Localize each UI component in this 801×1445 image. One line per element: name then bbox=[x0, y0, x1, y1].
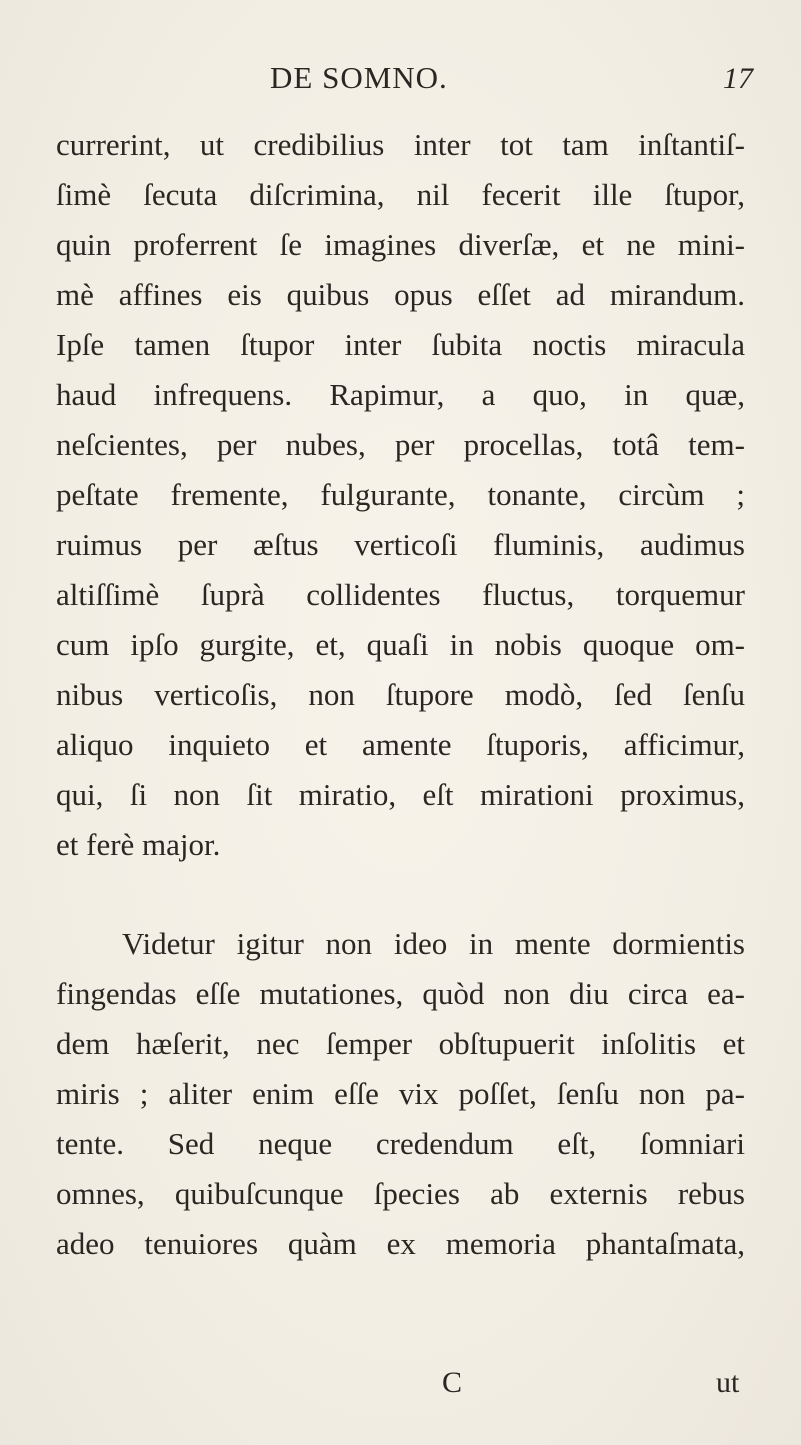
text-line: tente. Sed neque credendum eſt, ſomniari bbox=[56, 1126, 745, 1161]
text-line: miris ; aliter enim eſſe vix poſſet, ſenſu non pa- bbox=[56, 1076, 745, 1111]
text-line: ruimus per æſtus verticoſi fluminis, audimus bbox=[56, 527, 745, 562]
text-line: quin proferrent ſe imagines diverſæ, et ne mini- bbox=[56, 227, 745, 262]
text-line: cum ipſo gurgite, et, quaſi in nobis quoque om- bbox=[56, 627, 745, 662]
running-head: DE SOMNO. bbox=[270, 60, 448, 95]
text-line: Ipſe tamen ſtupor inter ſubita noctis miracula bbox=[56, 327, 745, 362]
text-line: nibus verticoſis, non ſtupore modò, ſed ſenſu bbox=[56, 677, 745, 712]
text-line: haud infrequens. Rapimur, a quo, in quæ, bbox=[56, 377, 745, 412]
signature-mark: C bbox=[442, 1366, 463, 1399]
text-line: peſtate fremente, fulgurante, tonante, circùm ; bbox=[56, 477, 745, 512]
text-line: adeo tenuiores quàm ex memoria phantaſmata, bbox=[56, 1226, 745, 1261]
text-line: omnes, quibuſcunque ſpecies ab externis rebus bbox=[56, 1176, 745, 1211]
catchword: ut bbox=[716, 1366, 740, 1399]
text-line: ſimè ſecuta diſcrimina, nil fecerit ille ſtupor, bbox=[56, 177, 745, 212]
text-line: mè affines eis quibus opus eſſet ad mirandum. bbox=[56, 277, 745, 312]
text-line: et ferè major. bbox=[56, 827, 221, 862]
text-line: neſcientes, per nubes, per procellas, totâ tem- bbox=[56, 427, 745, 462]
page-number: 17 bbox=[723, 62, 753, 95]
text-line: dem hæſerit, nec ſemper obſtupuerit inſolitis et bbox=[56, 1026, 745, 1061]
page-footer bbox=[0, 1366, 801, 1406]
text-line: currerint, ut credibilius inter tot tam inſtantiſ- bbox=[56, 127, 745, 162]
text-line: Videtur igitur non ideo in mente dormientis bbox=[122, 926, 745, 961]
text-line: fingendas eſſe mutationes, quòd non diu circa ea- bbox=[56, 976, 745, 1011]
text-line: qui, ſi non ſit miratio, eſt mirationi proximus, bbox=[56, 777, 745, 812]
text-line: altiſſimè ſuprà collidentes fluctus, torquemur bbox=[56, 577, 745, 612]
text-line: aliquo inquieto et amente ſtuporis, afficimur, bbox=[56, 727, 745, 762]
